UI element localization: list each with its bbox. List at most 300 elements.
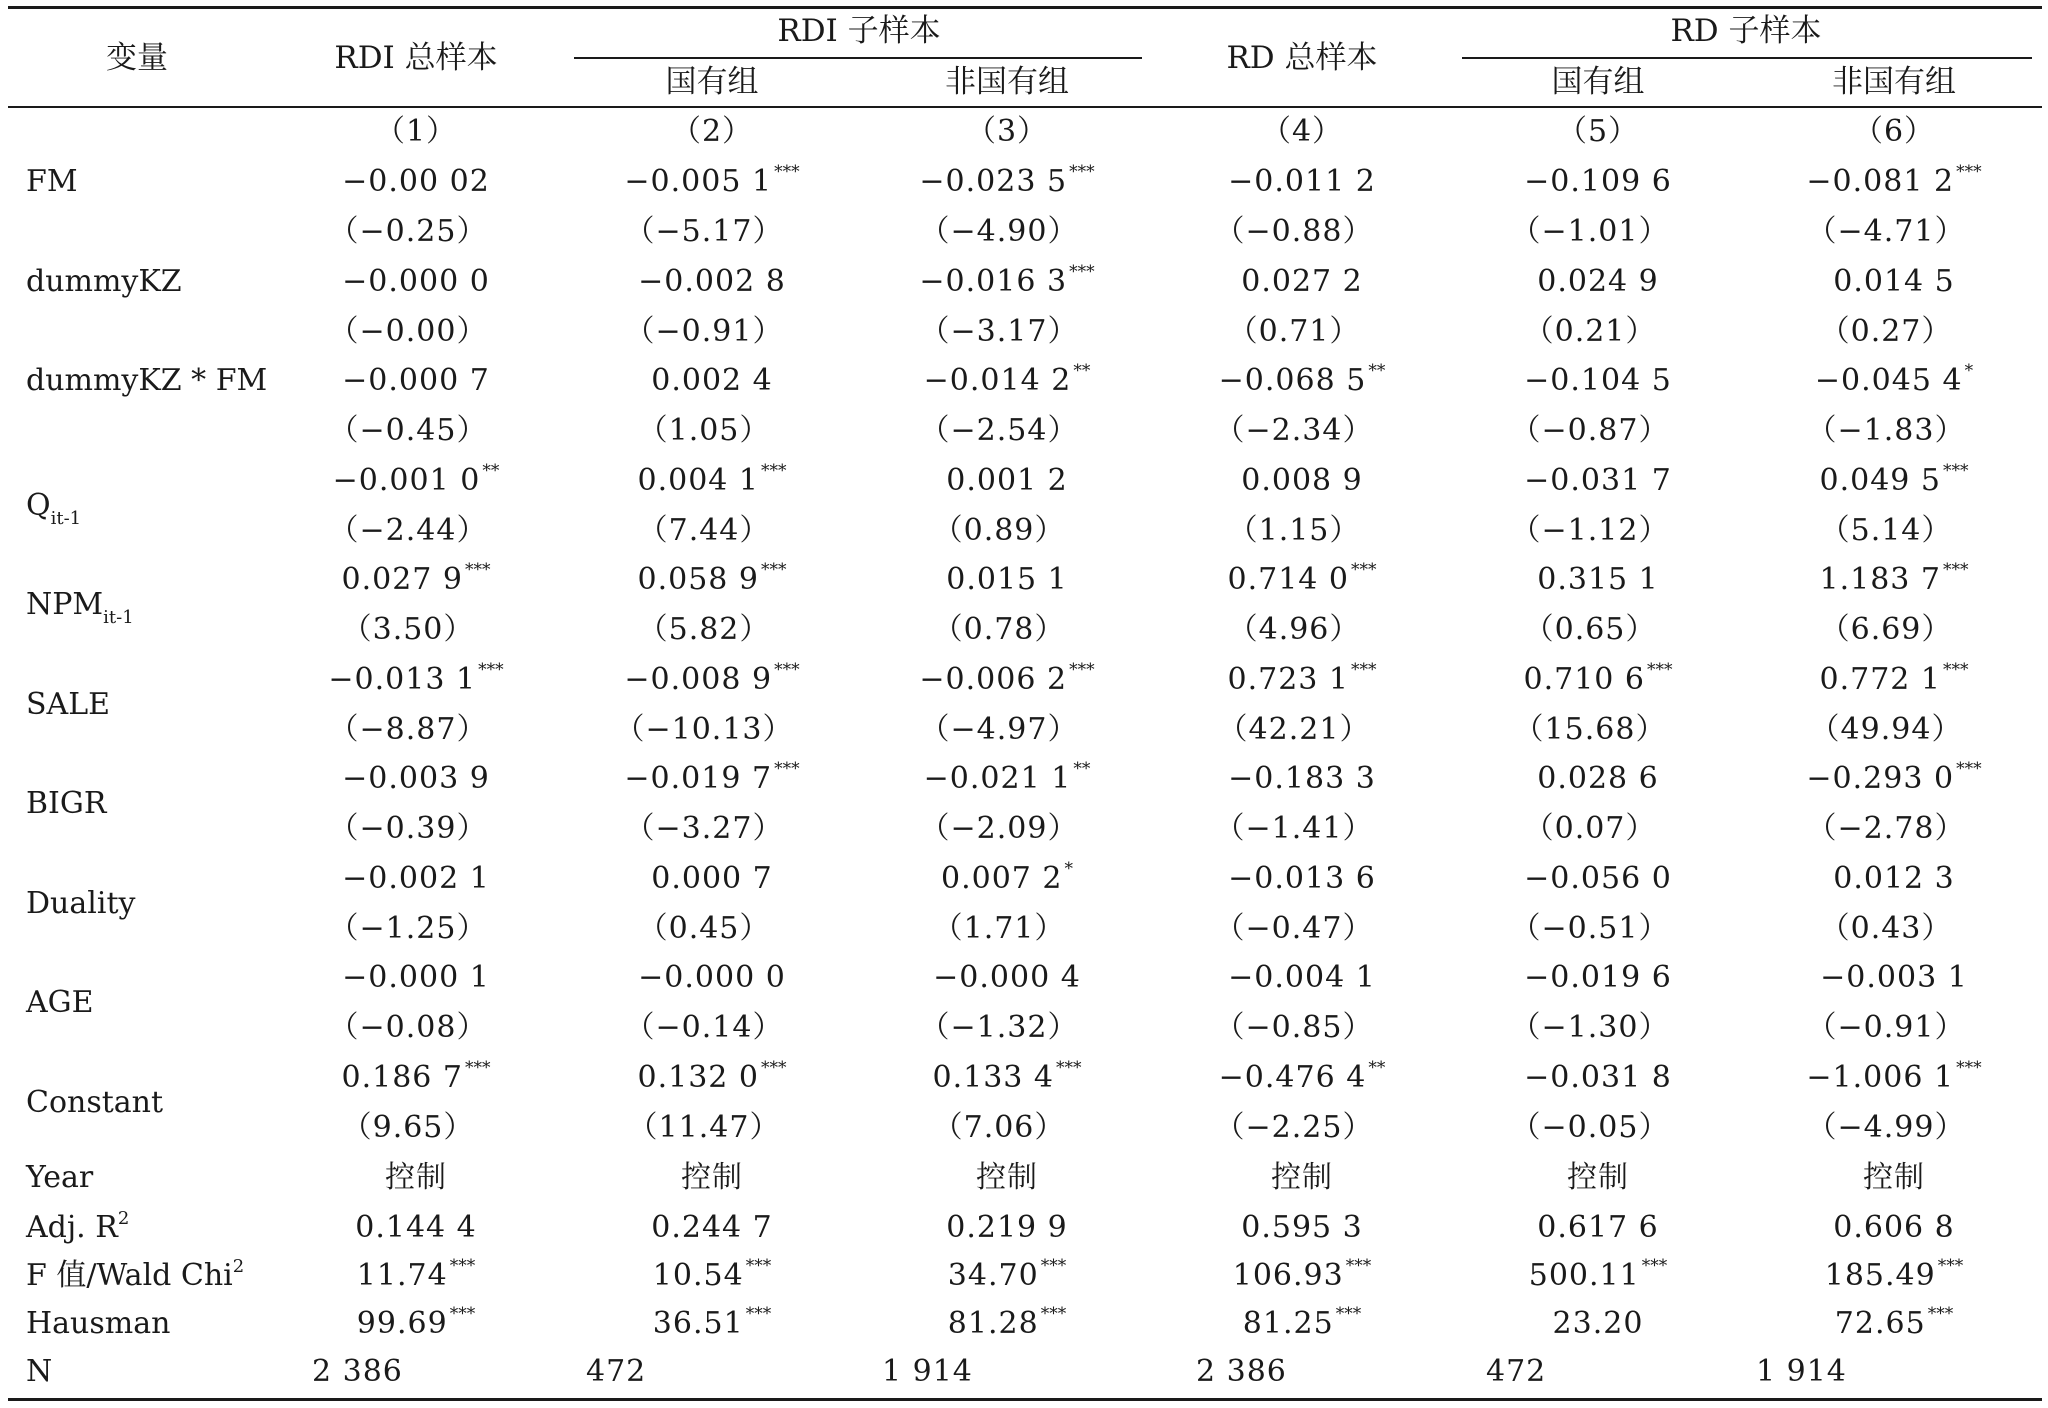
row-label-text: Constant bbox=[26, 1084, 164, 1120]
header-rdi-sub: RDI 子样本 bbox=[777, 13, 941, 49]
t-statistic bbox=[638, 513, 771, 549]
coefficient bbox=[1819, 659, 1969, 702]
t-statistic bbox=[625, 811, 784, 847]
t-statistic bbox=[625, 314, 784, 350]
coefficient bbox=[1228, 761, 1376, 797]
coefficient bbox=[1537, 562, 1659, 598]
significance-stars: *** bbox=[1956, 1057, 1982, 1078]
t-value: （0.71） bbox=[1227, 313, 1361, 349]
coefficient bbox=[638, 960, 786, 996]
t-value: （−8.87） bbox=[328, 711, 488, 747]
row-label bbox=[26, 886, 135, 922]
hausman-row-value bbox=[1835, 1306, 1953, 1346]
t-value: （−0.47） bbox=[1214, 910, 1374, 946]
coefficient bbox=[946, 463, 1068, 499]
significance-stars: *** bbox=[1069, 162, 1095, 182]
t-value: （15.68） bbox=[1513, 711, 1667, 747]
value-text: 2 386 bbox=[1196, 1354, 1287, 1389]
t-value: （−2.25） bbox=[1214, 1109, 1374, 1145]
t-value: （−1.32） bbox=[919, 1010, 1079, 1045]
t-statistic bbox=[1524, 811, 1657, 847]
row-label-text: Adj. R bbox=[26, 1210, 118, 1245]
significance-stars: *** bbox=[465, 1057, 491, 1078]
significance-stars: *** bbox=[465, 560, 491, 580]
t-statistic bbox=[933, 513, 1066, 549]
value-text: 36.51 bbox=[652, 1306, 744, 1341]
t-statistic bbox=[342, 612, 475, 648]
significance-stars: *** bbox=[1647, 659, 1673, 680]
t-statistic bbox=[342, 1110, 475, 1146]
value-text: 1 914 bbox=[882, 1354, 973, 1389]
hausman-row-value bbox=[653, 1306, 771, 1346]
n-row-value bbox=[1196, 1354, 1287, 1390]
t-value: （−1.01） bbox=[1510, 214, 1670, 249]
t-statistic bbox=[920, 413, 1079, 449]
t-statistic bbox=[920, 314, 1079, 350]
t-value: （−0.39） bbox=[328, 811, 488, 846]
t-statistic bbox=[1215, 413, 1374, 449]
value-text: −0.003 1 bbox=[1820, 960, 1968, 995]
t-statistic bbox=[1511, 513, 1670, 549]
t-value: （−2.34） bbox=[1214, 413, 1374, 448]
t-value: （−0.45） bbox=[328, 413, 488, 448]
coefficient bbox=[1524, 960, 1672, 996]
value-text: 2 386 bbox=[312, 1354, 403, 1389]
value-text: −0.011 2 bbox=[1228, 164, 1376, 199]
significance-stars: *** bbox=[745, 1256, 772, 1276]
coefficient bbox=[946, 562, 1068, 598]
value-text: 0.000 7 bbox=[651, 860, 773, 896]
year-row-value bbox=[681, 1160, 743, 1196]
t-value: （0.43） bbox=[1819, 910, 1953, 946]
f-wald-row-value bbox=[1529, 1258, 1667, 1298]
coefficient bbox=[919, 261, 1095, 304]
adj-r2-row-value bbox=[651, 1210, 773, 1246]
row-label bbox=[26, 264, 182, 300]
value-text: 0.723 1 bbox=[1227, 661, 1350, 697]
value-text: −0.000 4 bbox=[933, 960, 1081, 995]
value-text: −0.056 0 bbox=[1524, 860, 1672, 896]
value-text: −0.013 6 bbox=[1228, 860, 1376, 896]
t-value: （11.47） bbox=[627, 1109, 781, 1145]
coefficient bbox=[1833, 264, 1955, 300]
significance-stars: * bbox=[1064, 858, 1074, 879]
t-statistic bbox=[625, 214, 784, 250]
header-rd-nonstate: 非国有组 bbox=[1832, 64, 1956, 100]
rdi-sub-rule bbox=[574, 57, 1142, 59]
value-text: −0.019 6 bbox=[1524, 960, 1672, 995]
value-text: 控制 bbox=[681, 1160, 743, 1195]
t-value: （5.14） bbox=[1819, 512, 1953, 548]
t-value: （−2.09） bbox=[919, 811, 1079, 846]
value-text: −0.002 8 bbox=[638, 263, 786, 299]
significance-stars: *** bbox=[1937, 1256, 1964, 1276]
row-label bbox=[26, 164, 78, 200]
value-text: 23.20 bbox=[1552, 1306, 1644, 1341]
column-number: （2） bbox=[670, 114, 754, 149]
row-label bbox=[26, 1085, 163, 1121]
significance-stars: *** bbox=[774, 659, 800, 680]
value-text: −0.002 1 bbox=[342, 860, 490, 896]
value-text: 0.027 2 bbox=[1241, 263, 1363, 299]
t-statistic bbox=[1215, 911, 1374, 947]
coefficient bbox=[1241, 463, 1363, 499]
header-rdi-total: RDI 总样本 bbox=[334, 40, 498, 76]
value-text: 0.772 1 bbox=[1819, 661, 1942, 697]
value-text: −0.104 5 bbox=[1524, 363, 1672, 398]
value-text: −0.016 3 bbox=[919, 263, 1068, 299]
t-statistic bbox=[1807, 413, 1966, 449]
coefficient bbox=[919, 164, 1094, 204]
t-statistic bbox=[329, 1010, 488, 1046]
adj-r2-row-value bbox=[355, 1210, 477, 1246]
t-value: （−10.13） bbox=[614, 711, 794, 747]
column-number: （5） bbox=[1556, 114, 1640, 149]
row-label bbox=[26, 687, 110, 723]
coefficient bbox=[342, 164, 490, 200]
t-statistic bbox=[1511, 911, 1670, 947]
value-text: 106.93 bbox=[1232, 1258, 1344, 1293]
t-value: （49.94） bbox=[1809, 711, 1963, 747]
row-label bbox=[26, 587, 134, 627]
significance-stars: ** bbox=[1368, 361, 1386, 381]
t-value: （−5.17） bbox=[624, 214, 784, 249]
column-number: （6） bbox=[1852, 114, 1936, 149]
t-statistic bbox=[1228, 513, 1361, 549]
significance-stars: *** bbox=[1069, 261, 1095, 282]
t-value: （−1.83） bbox=[1806, 413, 1966, 448]
value-text: −1.006 1 bbox=[1806, 1059, 1955, 1095]
coefficient bbox=[919, 659, 1095, 702]
t-value: （0.07） bbox=[1523, 811, 1657, 846]
significance-stars: *** bbox=[1351, 659, 1377, 680]
hausman-row-value bbox=[948, 1306, 1066, 1346]
coefficient bbox=[1806, 1057, 1982, 1100]
row-label bbox=[26, 786, 106, 822]
coefficient bbox=[1524, 463, 1672, 499]
significance-stars: *** bbox=[761, 1057, 787, 1078]
coefficient bbox=[341, 1057, 491, 1100]
significance-stars: *** bbox=[449, 1304, 476, 1324]
header-rd-total: RD 总样本 bbox=[1226, 40, 1378, 76]
row-label-text: dummyKZ * FM bbox=[26, 363, 268, 398]
value-text: 控制 bbox=[385, 1160, 447, 1195]
coefficient bbox=[1815, 363, 1973, 403]
t-statistic bbox=[1820, 513, 1953, 549]
t-value: （0.89） bbox=[932, 512, 1066, 548]
row-label-text: Duality bbox=[26, 885, 136, 921]
value-text: 0.008 9 bbox=[1241, 462, 1363, 498]
value-text: 185.49 bbox=[1824, 1258, 1936, 1293]
t-value: （0.65） bbox=[1523, 612, 1657, 647]
coefficient bbox=[637, 1057, 787, 1100]
t-statistic bbox=[1218, 712, 1371, 748]
value-text: 0.028 6 bbox=[1537, 761, 1659, 796]
value-text: 0.186 7 bbox=[341, 1059, 464, 1095]
value-text: 控制 bbox=[1271, 1160, 1333, 1195]
value-text: 81.28 bbox=[947, 1306, 1039, 1341]
coefficient bbox=[1537, 761, 1659, 797]
value-text: −0.001 0 bbox=[332, 462, 481, 498]
t-value: （7.06） bbox=[932, 1109, 1066, 1145]
significance-stars: ** bbox=[1073, 361, 1091, 381]
hausman-row-value bbox=[357, 1306, 475, 1346]
value-text: −0.00 02 bbox=[342, 164, 490, 199]
coefficient bbox=[1806, 761, 1981, 801]
t-statistic bbox=[1511, 214, 1670, 250]
t-statistic bbox=[329, 314, 488, 350]
significance-stars: *** bbox=[1040, 1256, 1067, 1276]
n-row-value bbox=[882, 1354, 973, 1390]
n-row-value bbox=[586, 1354, 646, 1390]
value-text: −0.006 2 bbox=[919, 661, 1068, 697]
row-label-text: Year bbox=[26, 1160, 94, 1195]
value-text: 0.219 9 bbox=[946, 1210, 1068, 1245]
t-value: （−4.90） bbox=[919, 214, 1079, 249]
t-value: （−0.14） bbox=[624, 1010, 784, 1045]
t-value: （−1.41） bbox=[1214, 811, 1374, 846]
t-value: （9.65） bbox=[341, 1109, 475, 1145]
row-label-text: SALE bbox=[26, 686, 111, 722]
coefficient bbox=[638, 264, 786, 300]
n-row-value bbox=[1756, 1354, 1847, 1390]
t-value: （−2.78） bbox=[1806, 811, 1966, 846]
header-rdi-nonstate: 非国有组 bbox=[945, 64, 1069, 100]
value-text: −0.019 7 bbox=[624, 761, 773, 796]
value-text: −0.045 4 bbox=[1814, 363, 1963, 398]
year-row-label bbox=[26, 1160, 93, 1196]
value-text: 81.25 bbox=[1242, 1306, 1334, 1341]
row-label-text: FM bbox=[26, 164, 78, 199]
coefficient bbox=[637, 562, 786, 602]
f-wald-row-value bbox=[653, 1258, 771, 1298]
significance-stars: *** bbox=[449, 1256, 476, 1276]
value-text: 控制 bbox=[1863, 1160, 1925, 1195]
value-text: 472 bbox=[586, 1354, 647, 1389]
year-row-value bbox=[385, 1160, 447, 1196]
coefficient bbox=[1524, 363, 1672, 399]
value-text: −0.021 1 bbox=[923, 761, 1072, 796]
significance-stars: *** bbox=[1943, 460, 1969, 481]
significance-stars: *** bbox=[1943, 560, 1969, 580]
value-text: 0.714 0 bbox=[1227, 562, 1350, 597]
year-row-value bbox=[1863, 1160, 1925, 1196]
t-statistic bbox=[1511, 413, 1670, 449]
significance-stars: *** bbox=[774, 759, 800, 779]
value-text: −0.109 6 bbox=[1524, 164, 1672, 199]
value-text: −0.003 9 bbox=[342, 761, 490, 796]
coefficient bbox=[342, 363, 490, 399]
row-label-superscript: 2 bbox=[232, 1256, 245, 1277]
significance-stars: *** bbox=[761, 560, 787, 580]
row-label bbox=[26, 985, 94, 1021]
coefficient bbox=[1218, 1057, 1386, 1100]
t-statistic bbox=[329, 513, 488, 549]
t-value: （−0.91） bbox=[624, 313, 784, 349]
adj-r2-row-value bbox=[1537, 1210, 1659, 1246]
row-label bbox=[26, 363, 267, 399]
column-number: （4） bbox=[1260, 114, 1344, 149]
value-text: 0.244 7 bbox=[651, 1210, 773, 1245]
value-text: 500.11 bbox=[1528, 1258, 1640, 1293]
coefficient bbox=[624, 761, 799, 801]
coefficient bbox=[651, 363, 773, 399]
value-text: 11.74 bbox=[356, 1258, 448, 1293]
t-statistic bbox=[1215, 1010, 1374, 1046]
significance-stars: *** bbox=[1927, 1304, 1954, 1324]
significance-stars: *** bbox=[1345, 1256, 1372, 1276]
significance-stars: *** bbox=[1956, 162, 1982, 182]
t-statistic bbox=[933, 911, 1066, 947]
value-text: 0.001 2 bbox=[946, 462, 1068, 498]
value-text: −0.000 0 bbox=[342, 263, 490, 299]
f-wald-row-value bbox=[948, 1258, 1066, 1298]
n-row-value bbox=[1486, 1354, 1546, 1390]
row-label-superscript: 2 bbox=[117, 1208, 130, 1229]
f-wald-row-value bbox=[1825, 1258, 1963, 1298]
coefficient bbox=[1537, 264, 1659, 300]
significance-stars: *** bbox=[1335, 1304, 1362, 1324]
value-text: 0.710 6 bbox=[1523, 661, 1646, 697]
adj-r2-row-value bbox=[1241, 1210, 1363, 1246]
row-label-subscript: it-1 bbox=[103, 607, 134, 628]
t-value: （−0.05） bbox=[1510, 1109, 1670, 1145]
t-value: （42.21） bbox=[1217, 711, 1371, 747]
t-value: （−1.25） bbox=[328, 910, 488, 946]
coefficient bbox=[624, 164, 799, 204]
n-row-value bbox=[312, 1354, 403, 1390]
t-value: （−3.27） bbox=[624, 811, 784, 846]
value-text: 0.014 5 bbox=[1833, 263, 1955, 299]
coefficient bbox=[1523, 659, 1673, 702]
coefficient bbox=[1833, 861, 1955, 897]
value-text: −0.031 7 bbox=[1524, 462, 1672, 498]
f-wald-row-value bbox=[357, 1258, 475, 1298]
t-value: （−0.87） bbox=[1510, 413, 1670, 448]
value-text: −0.068 5 bbox=[1218, 363, 1367, 398]
coefficient bbox=[328, 659, 504, 702]
t-value: （−2.44） bbox=[328, 512, 488, 548]
t-statistic bbox=[1807, 1110, 1966, 1146]
hausman-row-value bbox=[1553, 1306, 1644, 1342]
coefficient bbox=[342, 761, 490, 797]
significance-stars: *** bbox=[1069, 659, 1095, 680]
t-value: （6.69） bbox=[1819, 612, 1953, 647]
significance-stars: *** bbox=[1351, 560, 1377, 580]
t-statistic bbox=[1810, 712, 1963, 748]
significance-stars: *** bbox=[1641, 1256, 1668, 1276]
value-text: −0.005 1 bbox=[624, 164, 773, 199]
header-rd-sub: RD 子样本 bbox=[1670, 13, 1822, 49]
t-value: （−3.17） bbox=[919, 313, 1079, 349]
t-value: （7.44） bbox=[637, 512, 771, 548]
coefficient bbox=[1228, 861, 1376, 897]
year-row-value bbox=[1271, 1160, 1333, 1196]
row-label-text: Q bbox=[26, 487, 51, 523]
coefficient bbox=[1241, 264, 1363, 300]
t-statistic bbox=[1215, 1110, 1374, 1146]
adj-r2-row-label bbox=[26, 1210, 129, 1250]
row-label bbox=[26, 488, 81, 528]
t-statistic bbox=[920, 811, 1079, 847]
t-value: （−0.85） bbox=[1214, 1010, 1374, 1045]
significance-stars: *** bbox=[761, 460, 787, 481]
t-statistic bbox=[1807, 214, 1966, 250]
t-value: （4.96） bbox=[1227, 612, 1361, 647]
coefficient bbox=[1227, 562, 1376, 602]
adj-r2-row-value bbox=[1833, 1210, 1955, 1246]
coefficient bbox=[1227, 659, 1377, 702]
t-value: （5.82） bbox=[637, 612, 771, 647]
value-text: 0.027 9 bbox=[341, 562, 464, 597]
value-text: 0.617 6 bbox=[1537, 1210, 1659, 1245]
t-statistic bbox=[1228, 314, 1361, 350]
t-value: （−4.97） bbox=[919, 711, 1079, 747]
t-statistic bbox=[1820, 612, 1953, 648]
value-text: 1.183 7 bbox=[1819, 562, 1942, 597]
coefficient bbox=[342, 960, 490, 996]
t-value: （1.05） bbox=[637, 413, 771, 448]
significance-stars: ** bbox=[482, 460, 500, 481]
value-text: −0.014 2 bbox=[923, 363, 1072, 398]
value-text: 1 914 bbox=[1756, 1354, 1847, 1389]
t-statistic bbox=[920, 1010, 1079, 1046]
coefficient bbox=[924, 761, 1091, 801]
coefficient bbox=[341, 562, 490, 602]
t-value: （−1.30） bbox=[1510, 1010, 1670, 1045]
t-statistic bbox=[638, 612, 771, 648]
coefficient bbox=[1228, 164, 1376, 200]
t-statistic bbox=[1215, 811, 1374, 847]
header-rdi-state: 国有组 bbox=[665, 64, 759, 100]
t-statistic bbox=[329, 811, 488, 847]
value-text: 0.315 1 bbox=[1537, 562, 1659, 597]
t-value: （0.21） bbox=[1523, 313, 1657, 349]
coefficient bbox=[1819, 562, 1968, 602]
t-statistic bbox=[1511, 1010, 1670, 1046]
value-text: 0.015 1 bbox=[946, 562, 1068, 597]
significance-stars: *** bbox=[1943, 659, 1969, 680]
coefficient bbox=[1524, 1060, 1672, 1096]
value-text: 72.65 bbox=[1834, 1306, 1926, 1341]
value-text: 0.595 3 bbox=[1241, 1210, 1363, 1245]
value-text: −0.023 5 bbox=[919, 164, 1068, 199]
significance-stars: *** bbox=[1956, 759, 1982, 779]
year-row-value bbox=[976, 1160, 1038, 1196]
coefficient bbox=[940, 858, 1074, 901]
t-value: （1.15） bbox=[1227, 512, 1361, 548]
t-statistic bbox=[933, 612, 1066, 648]
t-value: （−0.51） bbox=[1510, 910, 1670, 946]
value-text: −0.293 0 bbox=[1806, 761, 1955, 796]
value-text: 控制 bbox=[1567, 1160, 1629, 1195]
t-value: （−4.99） bbox=[1806, 1109, 1966, 1145]
t-statistic bbox=[920, 712, 1079, 748]
value-text: 0.024 9 bbox=[1537, 263, 1659, 299]
value-text: 0.007 2 bbox=[940, 860, 1063, 896]
coefficient bbox=[332, 460, 500, 503]
value-text: 0.049 5 bbox=[1819, 462, 1942, 498]
t-value: （0.45） bbox=[637, 910, 771, 946]
bottom-rule bbox=[8, 1398, 2042, 1401]
t-value: （−1.12） bbox=[1510, 512, 1670, 548]
t-statistic bbox=[638, 911, 771, 947]
t-statistic bbox=[1215, 214, 1374, 250]
value-text: 34.70 bbox=[947, 1258, 1039, 1293]
t-value: （0.78） bbox=[932, 612, 1066, 647]
t-statistic bbox=[329, 712, 488, 748]
significance-stars: ** bbox=[1368, 1057, 1386, 1078]
